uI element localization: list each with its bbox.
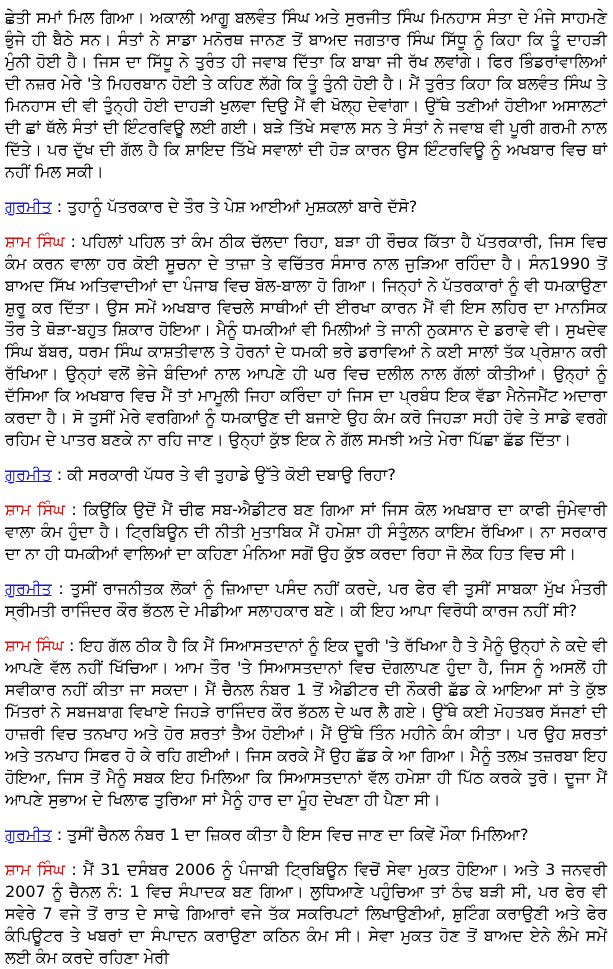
interviewer-name-link[interactable]: ਗੁਰਮੀਤ: [5, 197, 52, 216]
interviewee-name: ਸ਼ਾਮ ਸਿੰਘ: [5, 232, 65, 251]
question-block-2: [5, 464, 607, 486]
answer-text: ਪਹਿਲਾਂ ਪਹਿਲ ਤਾਂ ਕੰਮ ਠੀਕ ਚੱਲਦਾ ਰਿਹਾ, ਬੜਾ ਹੀ ਰੌਚਕ ਕਿੱਤਾ ਹੈ ਪੱਤਰਕਾਰੀ, ਜਿਸ ਵਿਚ ਕੰਮ ਕਰਨ ਵਾਲਾ ਹਰ ਕੋਈ ਸੂਚਨਾ ਦੇ ਤਾਜ਼ਾ ਤੇ ਵਚਿੱਤਰ ਸੰਸਾਰ ਨਾਲ ਜੁੜਿਆ ਰਹਿੰਦਾ ਹੈ। ਸੰਨ1990 ਤੋਂ ਬਾਅਦ ਸਿੱਖ ਅਤਿਵਾਦੀਆਂ ਦਾ ਪੰਜਾਬ ਵਿਚ ਬੋਲ-ਬਾਲਾ ਹੋ ਗਿਆ। ਜਿਨ੍ਹਾਂ ਨੇ ਪੱਤਰਕਾਰਾਂ ਨੂੰ ਵੀ ਧਮਕਾਉਣਾ ਸ਼ੁਰੂ ਕਰ ਦਿੱਤਾ। ਉਸ ਸਮੇਂ ਅਖਬਾਰ ਵਿਚਲੇ ਸਾਥੀਆਂ ਦੀ ਈਰਖਾ ਕਾਰਨ ਮੈਂ ਵੀ ਇਸ ਲਹਿਰ ਦਾ ਮਾਨਸਿਕ ਤੌਰ ਤੇ ਥੋੜਾ-ਬਹੁਤ ਸ਼ਿਕਾਰ ਹੋਇਆ। ਮੈਨੂੰ ਧਮਕੀਆਂ ਵੀ ਮਿਲੀਆਂ ਤੇ ਜਾਨੀ ਨੁਕਸਾਨ ਦੇ ਡਰਾਵੇ ਵੀ। ਸੁਖਦੇਵ ਸਿੰਘ ਬੱਬਰ, ਧਰਮ ਸਿੰਘ ਕਾਸ਼ਤੀਵਾਲ ਤੇ ਹੋਰਨਾਂ ਦੇ ਧਮਕੀ ਭਰੇ ਡਰਾਵਿਆਂ ਨੇ ਕਈ ਸਾਲਾਂ ਤੱਕ ਪ੍ਰੇਸ਼ਾਨ ਕਰੀ ਰੱਖਿਆ। ਉਨ੍ਹਾਂ ਵਲੋਂ ਭੇਜੇ ਬੰਦਿਆਂ ਨਾਲ ਆਪਣੇ ਹੀ ਘਰ ਵਿਚ ਦਲੀਲ ਨਾਲ ਗੱਲਾਂ ਕੀਤੀਆਂ। ਉਨ੍ਹਾਂ ਨੂੰ ਦੱਸਿਆ ਕਿ ਅਖਬਾਰ ਵਿਚ ਮੈਂ ਤਾਂ ਮਾਮੂਲੀ ਜਿਹਾ ਕਰਿੰਦਾ ਹਾਂ ਜਿਸ ਦਾ ਪ੍ਰਬੰਧ ਇਕ ਵੱਡਾ ਮੈਨੇਜਮੈਂਟ ਅਦਾਰਾ ਕਰਦਾ ਹੈ। ਸੋ ਤੁਸੀਂ ਮੇਰੇ ਵਰਗਿਆਂ ਨੂੰ ਧਮਕਾਉਣ ਦੀ ਬਜਾਏ ਉਹ ਕੰਮ ਕਰੋ ਜਿਹੜਾ ਸਹੀ ਹੋਵੇ ਤੇ ਸਾਡੇ ਵਰਗੇ ਰਹਿਮ ਦੇ ਪਾਤਰ ਬਣਕੇ ਨਾ ਰਹਿ ਜਾਣ। ਉਨ੍ਹਾਂ ਕੁੱਝ ਇਕ ਨੇ ਗੱਲ ਸਮਝੀ ਅਤੇ ਮੇਰਾ ਪਿੱਛਾ ਛੱਡ ਦਿੱਤਾ।: [5, 232, 607, 449]
speaker-separator: :: [51, 579, 71, 598]
speaker-separator: :: [51, 197, 68, 216]
answer-text: ਕਿਉਂਕਿ ਉਦੋਂ ਮੈਂ ਚੀਫ ਸਬ-ਐਡੀਟਰ ਬਣ ਗਿਆ ਸਾਂ ਜਿਸ ਕੋਲ ਅਖਬਾਰ ਦਾ ਕਾਫੀ ਜੁੰਮੇਵਾਰੀ ਵਾਲਾ ਕੰਮ ਹੁੰਦਾ ਹੈ। ਟ੍ਰਿਬਿਊਨ ਦੀ ਨੀਤੀ ਮੁਤਾਬਿਕ ਮੈਂ ਹਮੇਸ਼ਾ ਹੀ ਸੰਤੁੰਲਨ ਕਾਇਮ ਰੱਖਿਆ। ਨਾ ਸਰਕਾਰ ਦਾ ਨਾ ਹੀ ਧਮਕੀਆਂ ਵਾਲਿਆਂ ਦਾ ਕਹਿਣਾ ਮੰਨਿਆ ਸਗੋਂ ਉਹ ਕੁੱਝ ਕਰਦਾ ਰਿਹਾ ਜੋ ਲੋਕ ਹਿਤ ਵਿਚ ਸੀ।: [5, 500, 608, 563]
interviewee-name: ਸ਼ਾਮ ਸਿੰਘ: [5, 500, 65, 519]
answer-block-2: [5, 499, 607, 565]
speaker-separator: :: [64, 860, 84, 879]
answer-block-1: [5, 231, 607, 451]
question-text: ਤੁਹਾਨੂੰ ਪੱਤਰਕਾਰ ਦੇ ਤੌਰ ਤੇ ਪੇਸ਼ ਆਈਆਂ ਮੁਸ਼ਕਲਾਂ ਬਾਰੇ ਦੱਸੋ?: [67, 197, 418, 216]
question-text: ਕੀ ਸਰਕਾਰੀ ਪੱਧਰ ਤੇ ਵੀ ਤੁਹਾਡੇ ਉੱਤੇ ਕੋਈ ਦਬਾਉ ਰਿਹਾ?: [67, 465, 396, 484]
answer-text: ਮੈਂ 31 ਦਸੰਬਰ 2006 ਨੂੰ ਪੰਜਾਬੀ ਟ੍ਰਿਬਿਊਨ ਵਿਚੋਂ ਸੇਵਾ ਮੁਕਤ ਹੋਇਆ। ਅਤੇ 3 ਜਨਵਰੀ 2007 ਨੂੰ ਚੈਨਲ ਨੰ: 1 ਵਿਚ ਸੰਪਾਦਕ ਬਣ ਗਿਆ। ਲੁਧਿਆਣੇ ਪਹੁੰਚਿਆ ਤਾਂ ਠੰਢ ਬੜੀ ਸੀ, ਪਰ ਫੇਰ ਵੀ ਸਵੇਰੇ 7 ਵਜੇ ਤੋਂ ਰਾਤ ਦੇ ਸਾਢੇ ਗਿਆਰਾਂ ਵਜੇ ਤੱਕ ਸਕਰਿਪਟਾਂ ਲਿਖਾਉਣੀਆਂ, ਸ਼ੁਟਿੰਗ ਕਰਾਉਣੀ ਅਤੇ ਫੇਰ ਕੰਪਿਊਟਰ ਤੇ ਖਬਰਾਂ ਦਾ ਸੰਪਾਦਨ ਕਰਾਉਣਾ ਕਠਿਨ ਕੰਮ ਸੀ। ਸੇਵਾ ਮੁਕਤ ਹੋਣ ਤੋਂ ਬਾਅਦ ਏਨੇ ਲੰਮੇ ਸਮੇਂ ਲਈ ਕੰਮ ਕਰਦੇ ਰਹਿਣਾ ਮੇਰੀ: [5, 860, 607, 967]
interviewer-name-link[interactable]: ਗੁਰਮੀਤ: [5, 465, 52, 484]
question-text: ਤੁਸੀਂ ਰਾਜਨੀਤਕ ਲੋਕਾਂ ਨੂੰ ਜ਼ਿਆਦਾ ਪਸੰਦ ਨਹੀਂ ਕਰਦੇ, ਪਰ ਫੇਰ ਵੀ ਤੁਸੀਂ ਸਾਬਕਾ ਮੁੱਖ ਮੰਤਰੀ ਸ੍ਰੀਮਤੀ ਰਾਜਿੰਦਰ ਕੌਰ ਭੱਠਲ ਦੇ ਮੀਡੀਆ ਸਲਾਹਕਾਰ ਬਣੇ। ਕੀ ਇਹ ਆਪਾ ਵਿਰੋਧੀ ਕਾਰਜ ਨਹੀਂ ਸੀ?: [5, 579, 608, 620]
speaker-separator: :: [51, 465, 68, 484]
interviewer-name-link[interactable]: ਗੁਰਮੀਤ: [5, 579, 52, 598]
question-block-1: [5, 196, 607, 218]
answer-block-4: [5, 859, 607, 969]
question-block-4: [5, 824, 607, 846]
intro-paragraph: ਛੇਤੀ ਸਮਾਂ ਮਿਲ ਗਿਆ। ਅਕਾਲੀ ਆਗੂ ਬਲਵੰਤ ਸਿੰਘ ਅਤੇ ਸੁਰਜੀਤ ਸਿੰਘ ਮਿਨਹਾਸ ਸੰਤਾ ਦੇ ਮੰਜੇ ਸਾਹਮਣੇ ਭੁੰਜੇ ਹੀ ਬੈਠੇ ਸਨ। ਸੰਤਾਂ ਨੇ ਸਾਡਾ ਮਨੋਰਥ ਜਾਨਣ ਤੋਂ ਬਾਅਦ ਜਗਤਾਰ ਸਿੰਘ ਸਿੱਧੂ ਨੂੰ ਕਿਹਾ ਕਿ ਤੂੰ ਦਾਹੜੀ ਮੁੰਨੀ ਹੋਈ ਹੈ। ਜਿਸ ਦਾ ਸਿੱਧੂ ਨੇ ਤੁਰੰਤ ਹੀ ਜਵਾਬ ਦਿੱਤਾ ਕਿ ਬਾਬਾ ਜੀ ਰੱਖ ਲਵਾਂਗੇ। ਫਿਰ ਭਿੰਡਰਾਂਵਾਲਿਆਂ ਦੀ ਨਜ਼ਰ ਮੇਰੇ 'ਤੇ ਮਿਹਰਬਾਨ ਹੋਈ ਤੇ ਕਹਿਣ ਲੱਗੇ ਕਿ ਤੂੰ ਤੁੰਨੀ ਹੋਈ ਹੈ। ਮੈਂ ਤੁਰੰਤ ਕਿਹਾ ਕਿ ਬਲਵੰਤ ਸਿੰਘ ਤੇ ਮਿਨਹਾਸ ਦੀ ਵੀ ਤੁੰਨ੍ਹੀ ਹੋਈ ਦਾਹੜੀ ਖੁਲਵਾ ਦਿਉ ਮੈਂ ਵੀ ਖੋਲ੍ਹ ਦੇਵਾਂਗਾ। ਉੱਥੇ ਤਣੀਆਂ ਹੋਈਆ ਅਸਾਲਟਾਂ ਦੀ ਛਾਂ ਥੱਲੇ ਸੰਤਾਂ ਦੀ ਇੰਟਰਵਿਊ ਲਈ ਗਈ। ਬੜੇ ਤਿੱਖੇ ਸਵਾਲ ਸਨ ਤੇ ਸੰਤਾਂ ਨੇ ਜਵਾਬ ਵੀ ਪੂਰੀ ਗਰਮੀ ਨਾਲ ਦਿੱਤੇ। ਪਰ ਦੁੱਖ ਦੀ ਗੱਲ ਹੈ ਕਿ ਸ਼ਾਇਦ ਤਿੱਖੇ ਸਵਾਲਾਂ ਦੀ ਹੋੜ ਕਾਰਨ ਉਸ ਇੰਟਰਵਿਊ ਨੂੰ ਅਖਬਾਰ ਵਿਚ ਥਾਂ ਨਹੀਂ ਮਿਲ ਸਕੀ।: [5, 8, 607, 181]
question-text: ਤੁਸੀਂ ਚੈਨਲ ਨੰਬਰ 1 ਦਾ ਜ਼ਿਕਰ ਕੀਤਾ ਹੈ ਇਸ ਵਿਚ ਜਾਣ ਦਾ ਕਿਵੇਂ ਮੌਕਾ ਮਿਲਿਆ?: [67, 825, 529, 844]
answer-text: ਇਹ ਗੱਲ ਠੀਕ ਹੈ ਕਿ ਮੈਂ ਸਿਆਸਤਦਾਨਾਂ ਨੂੰ ਇਕ ਦੂਰੀ 'ਤੇ ਰੱਖਿਆ ਹੈ ਤੇ ਮੈਨੂੰ ਉਨ੍ਹਾਂ ਨੇ ਕਦੇ ਵੀ ਆਪਣੇ ਵੱਲ ਨਹੀਂ ਖਿੱਚਿਆ। ਆਮ ਤੌਰ 'ਤੇ ਸਿਆਸਤਦਾਨਾਂ ਵਿਚ ਦੋਗਲਾਪਣ ਹੁੰਦਾ ਹੈ, ਜਿਸ ਨੂੰ ਅਸਲੋਂ ਹੀ ਸਵੀਕਾਰ ਨਹੀਂ ਕੀਤਾ ਜਾ ਸਕਦਾ। ਮੈਂ ਚੈਨਲ ਨੰਬਰ 1 ਤੋਂ ਐਡੀਟਰ ਦੀ ਨੌਕਰੀ ਛੱਡ ਕੇ ਆਇਆ ਸਾਂ ਤੇ ਕੁੱਝ ਮਿੱਤਰਾਂ ਨੇ ਸਬਜਬਾਗ ਵਿਖਾਏ ਜਿਹੜੇ ਰਾਜਿੰਦਰ ਕੌਰ ਭੱਠਲ ਦੇ ਘਰ ਲੈ ਗਏ। ਉੱਥੇ ਕਈ ਮੋਹਤਬਰ ਸੱਜਣਾਂ ਦੀ ਹਾਜ਼ਰੀ ਵਿਚ ਤਨਖਾਹ ਅਤੇ ਹੋਰ ਸ਼ਰਤਾਂ ਤੈਅ ਹੋਈਆਂ। ਮੈਂ ਉੱਥੇ ਤਿੰਨ ਮਹੀਨੇ ਕੰਮ ਕੀਤਾ। ਪਰ ਉਹ ਸ਼ਰਤਾਂ ਅਤੇ ਤਨਖਾਹ ਸਿਫਰ ਹੋ ਕੇ ਰਹਿ ਗਈਆਂ। ਜਿਸ ਕਰਕੇ ਮੈਂ ਉਹ ਛੱਡ ਕੇ ਆ ਗਿਆ। ਮੈਨੂੰ ਤਲਖ਼ ਤਜ਼ਰਬਾ ਇਹ ਹੋਇਆ, ਜਿਸ ਤੋਂ ਮੈਨੂੰ ਸਬਕ ਇਹ ਮਿਲਿਆ ਕਿ ਸਿਆਸਤਦਾਨਾਂ ਵੱਲ ਹਮੇਸ਼ਾ ਹੀ ਪਿੱਠ ਕਰਕੇ ਤੁਰੋ। ਦੂਜਾ ਮੈਂ ਆਪਣੇ ਸੁਭਾਅ ਦੇ ਖਿਲਾਫ ਤੁਰਿਆ ਸਾਂ ਮੈਨੂੰ ਹਾਰ ਦਾ ਮੂੰਹ ਦੇਖਣਾ ਹੀ ਪੈਣਾ ਸੀ।: [5, 636, 608, 809]
speaker-separator: :: [51, 825, 68, 844]
speaker-separator: :: [63, 636, 80, 655]
question-block-3: [5, 578, 607, 622]
interviewer-name-link[interactable]: ਗੁਰਮੀਤ: [5, 825, 52, 844]
interviewee-name: ਸ਼ਾਮ ਸਿੰਘ: [5, 860, 65, 879]
speaker-separator: :: [64, 500, 84, 519]
interviewee-name: ਸ਼ਾਮ ਸਿੰਘ: [5, 636, 64, 655]
answer-block-3: [5, 635, 607, 811]
speaker-separator: :: [64, 232, 82, 251]
